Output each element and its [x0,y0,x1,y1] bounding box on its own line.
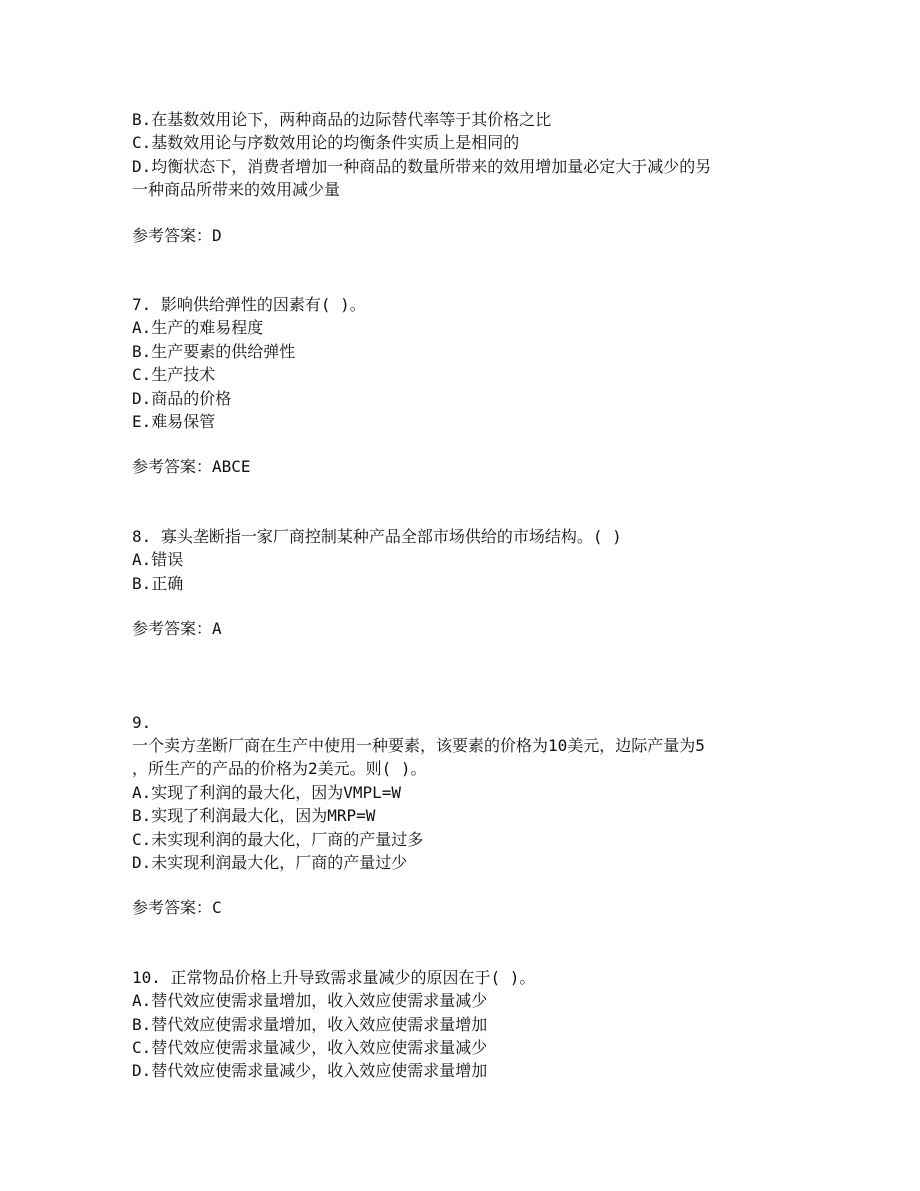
option-b: B.正确 [132,573,184,593]
option-d: D.未实现利润最大化，厂商的产量过少 [132,852,408,872]
question-7 [132,293,792,433]
option-b: B.在基数效用论下，两种商品的边际替代率等于其价格之比 [132,110,552,129]
option-c: C.基数效用论与序数效用论的均衡条件实质上是相同的 [132,133,520,153]
question-10 [132,966,792,1083]
question-number: 9. [132,712,152,732]
option-b: B.生产要素的供给弹性 [132,341,296,361]
answer-6: 参考答案：D [132,225,222,245]
question-stem: 10. 正常物品价格上升导致需求量减少的原因在于( )。 [132,967,536,987]
option-a: A.生产的难易程度 [132,318,264,338]
document-page [132,108,792,1083]
question-8 [132,525,792,595]
option-d: D.商品的价格 [132,388,232,408]
option-d: D.替代效应使需求量减少，收入效应使需求量增加 [132,1061,488,1081]
option-c: C.替代效应使需求量减少，收入效应使需求量减少 [132,1037,488,1057]
question-stem: 8. 寡头垄断指一家厂商控制某种产品全部市场供给的市场结构。( ) [132,526,622,546]
question-9 [132,711,792,875]
option-a: A.替代效应使需求量增加，收入效应使需求量减少 [132,991,488,1011]
option-a: A.错误 [132,550,184,570]
answer-7: 参考答案：ABCE [132,457,251,477]
answer-8: 参考答案：A [132,619,222,639]
option-d: D.均衡状态下，消费者增加一种商品的数量所带来的效用增加量必定大于减少的另 [132,156,712,176]
option-c: C.未实现利润的最大化，厂商的产量过多 [132,829,424,849]
option-b: B.实现了利润最大化，因为MRP=W [132,806,376,826]
option-a: A.实现了利润的最大化，因为VMPL=W [132,782,402,802]
answer-9: 参考答案：C [132,898,222,918]
question-stem-line-2: ，所生产的产品的价格为2美元。则( )。 [132,759,427,779]
option-c: C.生产技术 [132,365,216,385]
question-6-continued [132,108,792,202]
option-d-continued: 一种商品所带来的效用减少量 [132,180,341,200]
question-stem: 7. 影响供给弹性的因素有( )。 [132,295,366,315]
option-e: E.难易保管 [132,412,216,432]
option-b: B.替代效应使需求量增加，收入效应使需求量增加 [132,1014,488,1034]
question-stem-line-1: 一个卖方垄断厂商在生产中使用一种要素，该要素的价格为10美元，边际产量为5 [132,735,705,755]
